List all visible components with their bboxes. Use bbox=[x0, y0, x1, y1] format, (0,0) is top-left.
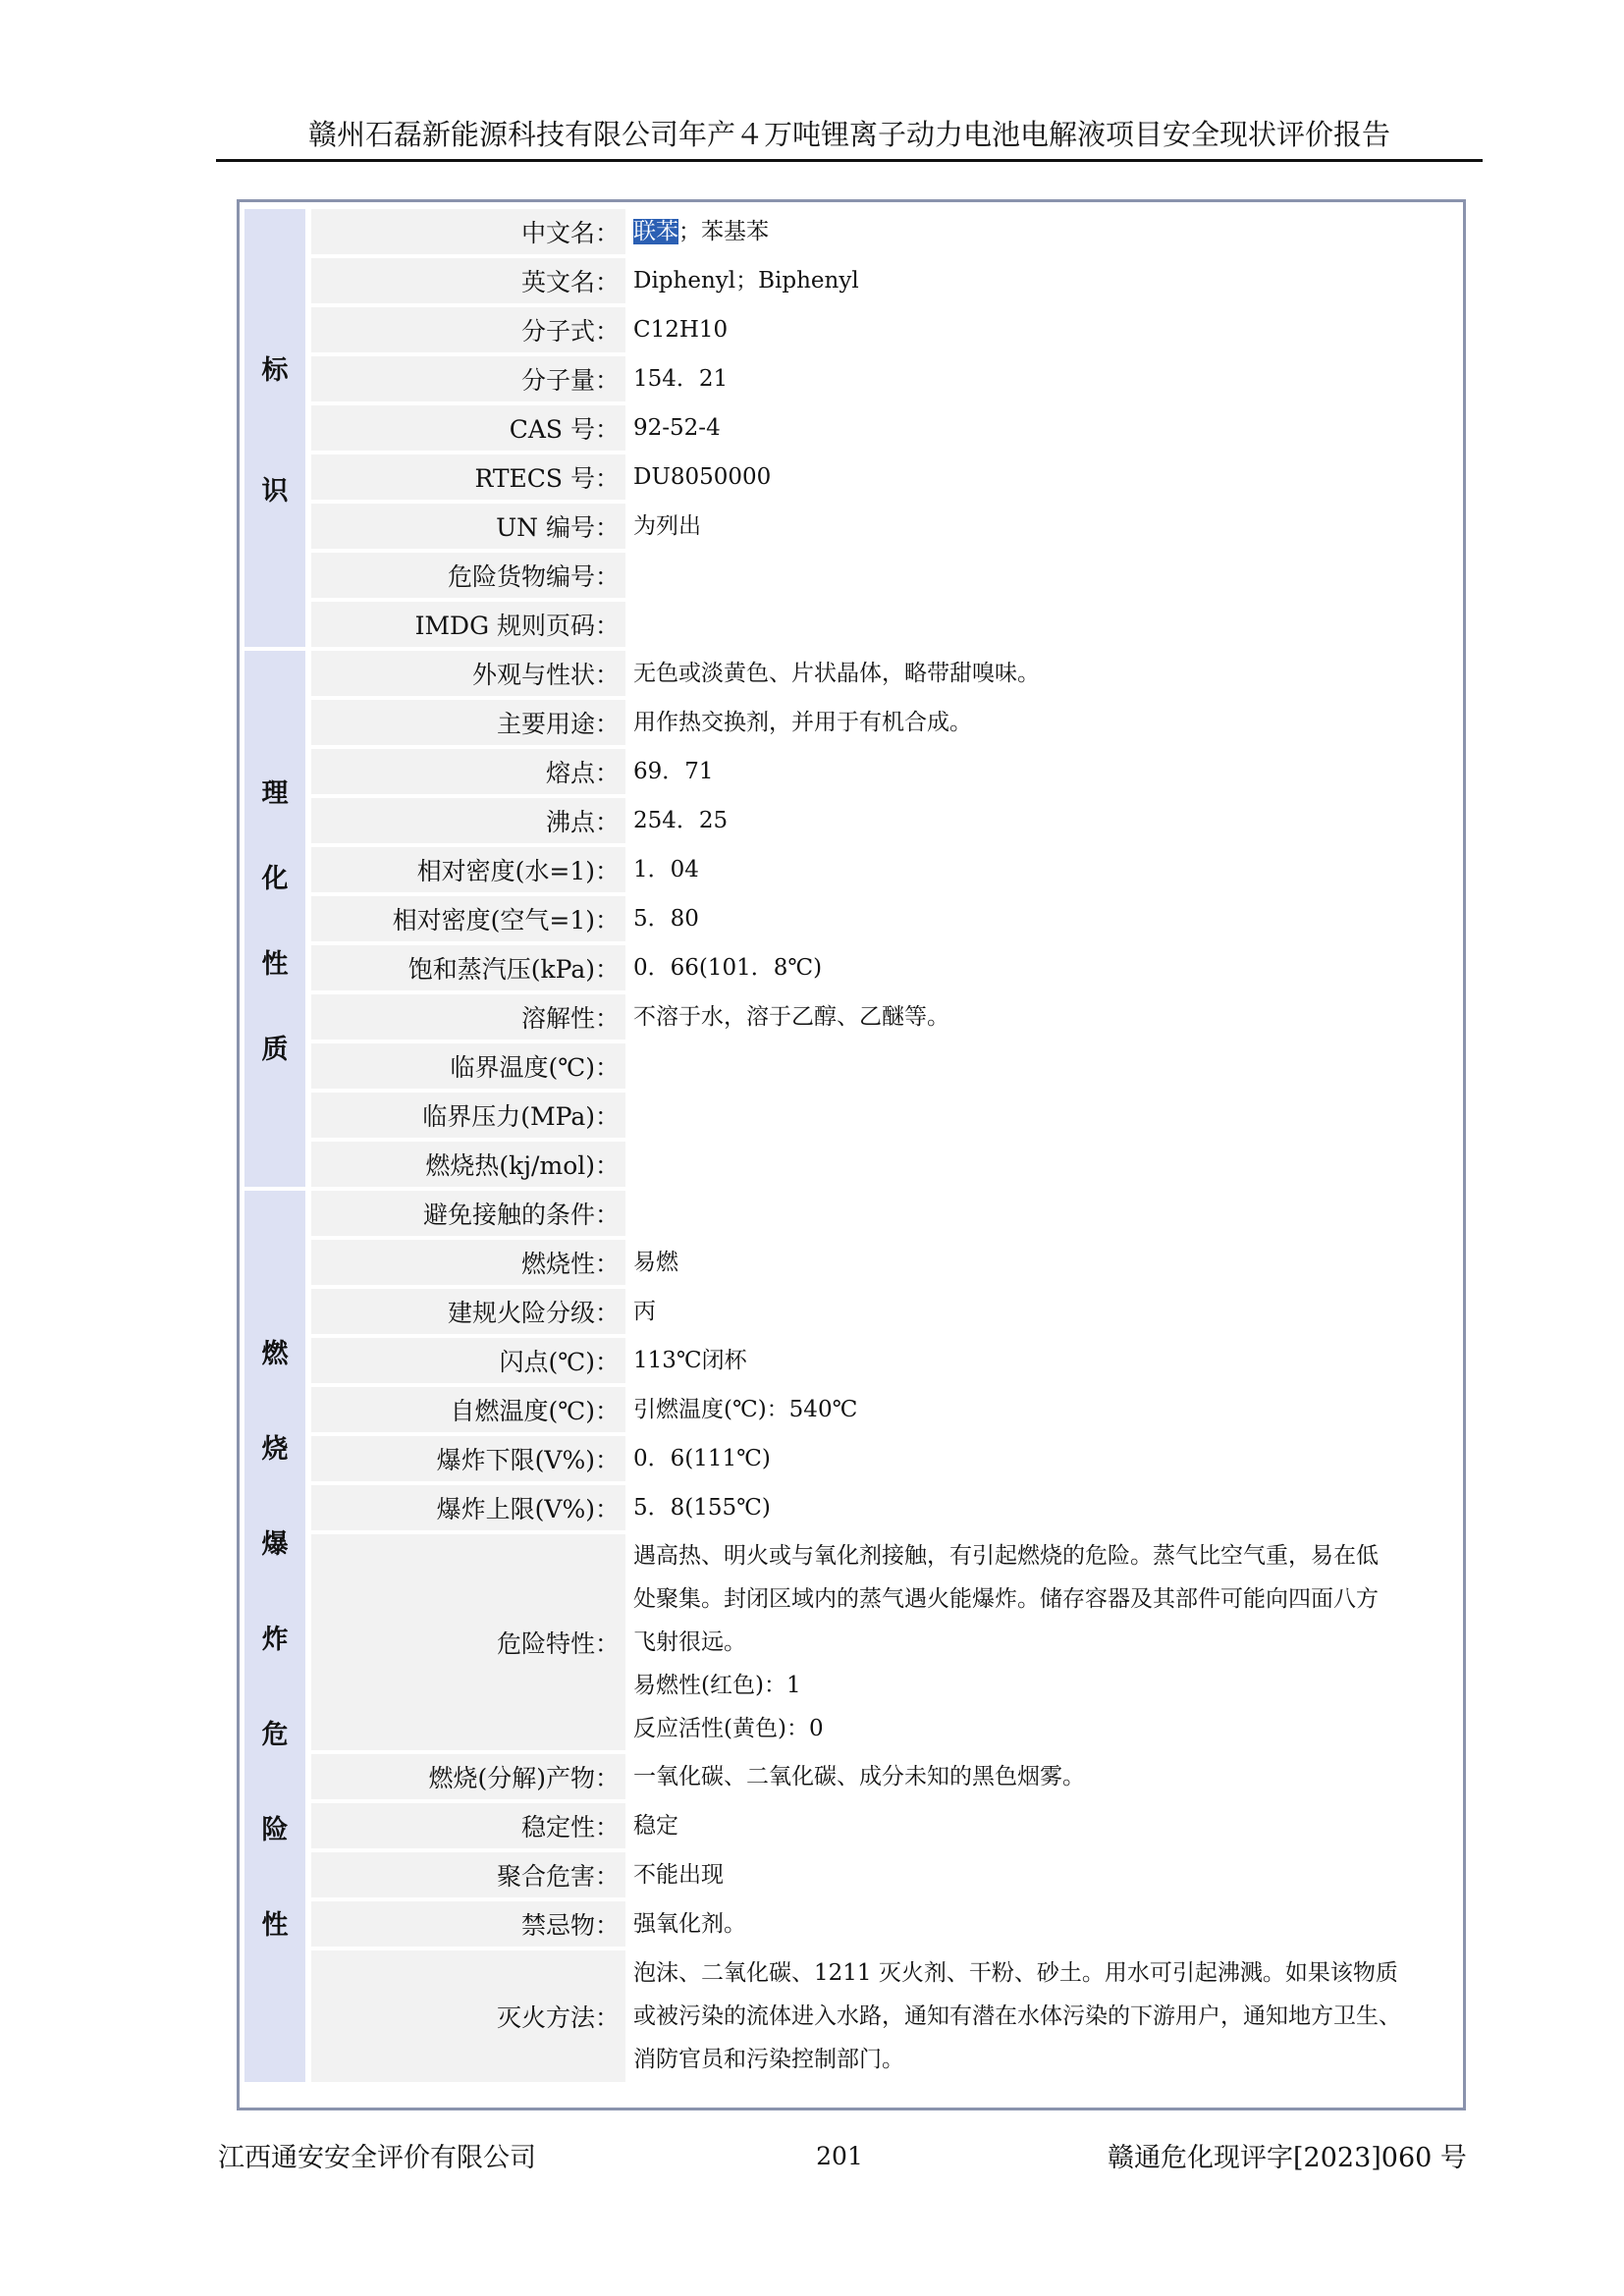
label-dg-no: 危险货物编号： bbox=[311, 553, 625, 598]
section-char: 识 bbox=[261, 476, 289, 507]
table-row bbox=[244, 1754, 1458, 1799]
value-mp: 69．71 bbox=[633, 759, 714, 784]
value-use: 用作热交换剂，并用于有机合成。 bbox=[633, 710, 972, 735]
text-line: 飞射很远。 bbox=[633, 1629, 746, 1655]
label-cas: CAS 号： bbox=[311, 405, 625, 451]
table-row bbox=[244, 994, 1458, 1040]
page-header: 赣州石磊新能源科技有限公司年产４万吨锂离子动力电池电解液项目安全现状评价报告 bbox=[216, 110, 1483, 162]
text-line: 泡沫、二氧化碳、1211 灭火剂、干粉、砂土。用水可引起沸溅。如果该物质 bbox=[633, 1960, 1398, 1986]
value-bp: 254．25 bbox=[633, 808, 729, 833]
table-row bbox=[244, 896, 1458, 941]
table-row bbox=[244, 1191, 1458, 1236]
value-dg-no bbox=[625, 553, 1458, 598]
value-text: ；苯基苯 bbox=[678, 219, 769, 244]
label-appearance: 外观与性状： bbox=[311, 651, 625, 696]
section-char: 炸 bbox=[261, 1624, 289, 1655]
text-line: 处聚集。封闭区域内的蒸气遇火能爆炸。储存容器及其部件可能向四面八方 bbox=[633, 1586, 1379, 1612]
text-line: 消防官员和污染控制部门。 bbox=[633, 2047, 904, 2072]
section-fire bbox=[244, 1191, 305, 2082]
table-row bbox=[244, 749, 1458, 794]
table-row bbox=[244, 1093, 1458, 1138]
table-row bbox=[244, 602, 1458, 647]
label-bp: 沸点： bbox=[311, 798, 625, 843]
label-comb-heat: 燃烧热(kj/mol)： bbox=[311, 1142, 625, 1187]
value-hazard bbox=[625, 1534, 1458, 1750]
value-appearance: 无色或淡黄色、片状晶体，略带甜嗅味。 bbox=[633, 661, 1040, 686]
value-incompat: 强氧化剂。 bbox=[633, 1911, 746, 1937]
page-number: 201 bbox=[816, 2142, 863, 2170]
label-uel: 爆炸上限(V%)： bbox=[311, 1485, 625, 1530]
table-row bbox=[244, 798, 1458, 843]
label-polymer: 聚合危害： bbox=[311, 1852, 625, 1897]
value-vp: 0．66(101．8℃) bbox=[633, 955, 823, 981]
value-mw: 154．21 bbox=[633, 366, 729, 392]
table-row bbox=[244, 307, 1458, 352]
value-cn-name bbox=[625, 209, 1458, 254]
label-crit-press: 临界压力(MPa)： bbox=[311, 1093, 625, 1138]
footer-company: 江西通安安全评价有限公司 bbox=[218, 2143, 536, 2173]
value-flash: 113℃闭杯 bbox=[633, 1348, 747, 1373]
table-row bbox=[244, 1436, 1458, 1481]
value-lel: 0．6(111℃) bbox=[633, 1446, 771, 1471]
value-rtecs: DU8050000 bbox=[633, 464, 772, 490]
label-rd-water: 相对密度(水=1)： bbox=[311, 847, 625, 892]
table-row bbox=[244, 1043, 1458, 1089]
label-avoid: 避免接触的条件： bbox=[311, 1191, 625, 1236]
value-rd-water: 1．04 bbox=[633, 857, 699, 882]
label-fire-class: 建规火险分级： bbox=[311, 1289, 625, 1334]
table-row bbox=[244, 553, 1458, 598]
section-char: 烧 bbox=[261, 1433, 289, 1465]
value-rd-air: 5．80 bbox=[633, 906, 699, 932]
label-imdg: IMDG 规则页码： bbox=[311, 602, 625, 647]
table-row bbox=[244, 1485, 1458, 1530]
label-lel: 爆炸下限(V%)： bbox=[311, 1436, 625, 1481]
section-char: 险 bbox=[261, 1814, 289, 1845]
table-row bbox=[244, 1901, 1458, 1947]
value-cas: 92-52-4 bbox=[633, 415, 721, 441]
table-row bbox=[244, 1534, 1458, 1750]
label-flammability: 燃烧性： bbox=[311, 1240, 625, 1285]
section-char: 危 bbox=[261, 1719, 289, 1750]
section-char: 理 bbox=[261, 778, 289, 809]
label-solubility: 溶解性： bbox=[311, 994, 625, 1040]
value-crit-press bbox=[625, 1093, 1458, 1138]
footer-doc-number: 赣通危化现评字[2023]060 号 bbox=[1108, 2143, 1467, 2173]
table-row bbox=[244, 1387, 1458, 1432]
label-cn-name: 中文名： bbox=[311, 209, 625, 254]
table-row bbox=[244, 209, 1458, 254]
section-char: 标 bbox=[261, 355, 289, 386]
label-formula: 分子式： bbox=[311, 307, 625, 352]
table-row bbox=[244, 405, 1458, 451]
label-flash: 闪点(℃)： bbox=[311, 1338, 625, 1383]
table-row bbox=[244, 1240, 1458, 1285]
value-stability: 稳定 bbox=[633, 1813, 678, 1839]
value-extinguish bbox=[625, 1950, 1458, 2082]
table-row bbox=[244, 651, 1458, 696]
section-identity bbox=[244, 209, 305, 647]
value-en-name: Diphenyl；Biphenyl bbox=[633, 268, 859, 294]
table-row bbox=[244, 1289, 1458, 1334]
highlighted-text[interactable]: 联苯 bbox=[633, 219, 678, 244]
table-row bbox=[244, 258, 1458, 303]
msds-table-frame bbox=[237, 199, 1466, 2110]
label-rtecs: RTECS 号： bbox=[311, 454, 625, 500]
table-row bbox=[244, 504, 1458, 549]
section-char: 爆 bbox=[261, 1528, 289, 1560]
section-char: 性 bbox=[261, 1909, 289, 1941]
section-char: 燃 bbox=[261, 1338, 289, 1369]
section-char: 性 bbox=[261, 949, 289, 980]
label-use: 主要用途： bbox=[311, 700, 625, 745]
table-row bbox=[244, 945, 1458, 990]
label-mp: 熔点： bbox=[311, 749, 625, 794]
label-mw: 分子量： bbox=[311, 356, 625, 401]
value-decomp: 一氧化碳、二氧化碳、成分未知的黑色烟雾。 bbox=[633, 1764, 1085, 1789]
label-extinguish: 灭火方法： bbox=[311, 1950, 625, 2082]
table-row bbox=[244, 356, 1458, 401]
text-line: 反应活性(黄色)：0 bbox=[633, 1716, 824, 1741]
section-char: 化 bbox=[261, 864, 289, 894]
msds-table bbox=[244, 205, 1458, 2086]
label-un: UN 编号： bbox=[311, 504, 625, 549]
value-imdg bbox=[625, 602, 1458, 647]
value-un: 为列出 bbox=[633, 513, 701, 539]
value-crit-temp bbox=[625, 1043, 1458, 1089]
table-row bbox=[244, 1950, 1458, 2082]
value-solubility: 不溶于水，溶于乙醇、乙醚等。 bbox=[633, 1004, 949, 1030]
table-row bbox=[244, 1142, 1458, 1187]
label-hazard: 危险特性： bbox=[311, 1534, 625, 1750]
table-row bbox=[244, 1803, 1458, 1848]
text-line: 易燃性(红色)：1 bbox=[633, 1673, 801, 1698]
label-rd-air: 相对密度(空气=1)： bbox=[311, 896, 625, 941]
text-line: 或被污染的流体进入水路，通知有潜在水体污染的下游用户，通知地方卫生、 bbox=[633, 2003, 1401, 2029]
value-avoid bbox=[625, 1191, 1458, 1236]
value-formula: C12H10 bbox=[633, 317, 729, 343]
section-physchem bbox=[244, 651, 305, 1187]
table-row bbox=[244, 700, 1458, 745]
value-fire-class: 丙 bbox=[633, 1299, 656, 1324]
value-autoign: 引燃温度(℃)：540℃ bbox=[633, 1397, 858, 1422]
table-row bbox=[244, 1338, 1458, 1383]
text-line: 遇高热、明火或与氧化剂接触，有引起燃烧的危险。蒸气比空气重，易在低 bbox=[633, 1543, 1379, 1569]
label-vp: 饱和蒸汽压(kPa)： bbox=[311, 945, 625, 990]
value-comb-heat bbox=[625, 1142, 1458, 1187]
label-en-name: 英文名： bbox=[311, 258, 625, 303]
value-polymer: 不能出现 bbox=[633, 1862, 724, 1888]
label-incompat: 禁忌物： bbox=[311, 1901, 625, 1947]
label-stability: 稳定性： bbox=[311, 1803, 625, 1848]
table-row bbox=[244, 1852, 1458, 1897]
table-row bbox=[244, 847, 1458, 892]
label-autoign: 自燃温度(℃)： bbox=[311, 1387, 625, 1432]
table-row bbox=[244, 454, 1458, 500]
value-uel: 5．8(155℃) bbox=[633, 1495, 771, 1521]
label-decomp: 燃烧(分解)产物： bbox=[311, 1754, 625, 1799]
section-char: 质 bbox=[261, 1035, 289, 1065]
value-flammability: 易燃 bbox=[633, 1250, 678, 1275]
label-crit-temp: 临界温度(℃)： bbox=[311, 1043, 625, 1089]
